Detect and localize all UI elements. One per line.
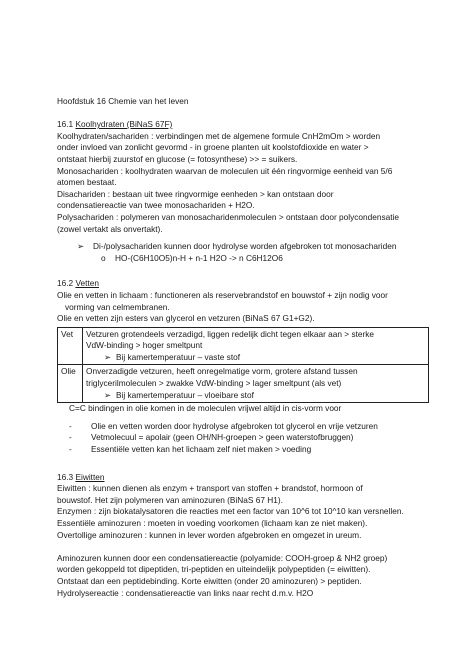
text-line: Polysachariden : polymeren van monosacharidenmoleculen > ontstaan door polycondensatie — [57, 211, 399, 222]
bullet-item — [57, 241, 429, 253]
cell-line: Onverzadigde vetzuren, heeft onregelmatige vorm, grotere afstand tussen — [86, 366, 358, 377]
text-line: Aminozuren kunnen door een condensatiereactie (polyamide: COOH-groep & NH2 groep) — [57, 552, 388, 563]
reaction-formula: HO-(C6H10O5)n-H + n-1 H2O -> n C6H12O6 — [115, 252, 283, 263]
section-number: 16.3 — [57, 471, 74, 482]
cell-line: Vetzuren grotendeels verzadigd, liggen redelijk dicht tegen elkaar aan > sterke — [86, 328, 375, 339]
text-line: Eiwitten : kunnen dienen als enzym + transport van stoffen + brandstof, hormoon of — [57, 483, 363, 494]
document-body — [57, 96, 429, 599]
text-line: Koolhydraten/sachariden : verbindingen met de algemene formule CnH2mOm > worden — [57, 130, 381, 141]
list-item — [57, 421, 429, 433]
table-row — [58, 327, 429, 365]
text-line: Enzymen : zijn biokatalysatoren die reacties met een factor van 10^6 tot 10^10 kan versnellen. — [57, 506, 404, 517]
arrow-bullet-icon: ➢ — [77, 241, 84, 252]
text-line: C=C bindingen in olie komen in de moleculen vrijwel altijd in cis-vorm voor — [69, 403, 342, 414]
section-title: Koolhydraten (BiNaS 67F) — [75, 119, 173, 130]
sub-bullet-item — [57, 253, 429, 265]
section-heading-vetten — [57, 278, 429, 290]
section-heading-eiwitten — [57, 472, 429, 484]
text-line: worden gekoppeld tot dipeptiden, tri-peptiden en uiteindelijk polypeptiden (= eiwitten). — [57, 564, 371, 575]
text-line: Olie en vetten in lichaam : functioneren als reservebrandstof en bouwstof + zijn nodig voor — [57, 289, 388, 300]
text-line: Hydrolysereactie : condensatiereactie van links naar recht d.m.v. H2O — [57, 587, 314, 598]
circle-bullet-icon: o — [101, 252, 106, 263]
cell-bullet-text: Bij kamertemperatuur – vloeibare stof — [116, 389, 254, 400]
text-line: ontstaat hierbij zuurstof en glucose (= fotosynthese) >> = suikers. — [57, 153, 298, 164]
text-line: Monosachariden : koolhydraten waarvan de moleculen uit één ringvormige eenheid van 5/6 — [57, 165, 393, 176]
cell-line: VdW-binding > hoger smeltpunt — [86, 340, 203, 351]
cell-line: triglycerilmoleculen > zwakke VdW-binding > lager smeltpunt (als vet) — [86, 378, 342, 389]
section-title: Eiwitten — [75, 471, 105, 482]
table-cell-text — [83, 365, 429, 403]
section-heading-koolhydraten — [57, 119, 429, 131]
table-cell-key: Olie — [58, 365, 83, 403]
chapter-title: Hoofdstuk 16 Chemie van het leven — [57, 96, 189, 106]
text-line: Overtollige aminozuren : kunnen in lever worden afgebroken en omgezet in ureum. — [57, 529, 362, 540]
text-line: onder invloed van zonlicht gevormd - in groene planten uit koolstofdioxide en water > — [57, 142, 369, 153]
text-line: Olie en vetten zijn esters van glycerol en vetzuren (BiNaS 67 G1+G2). — [57, 313, 315, 324]
text-line: condensatiereactie van twee monosachariden + H2O. — [57, 200, 255, 211]
list-item — [57, 444, 429, 456]
text-line: Essentiële aminozuren : moeten in voeding voorkomen (lichaam kan ze niet maken). — [57, 518, 368, 528]
section-title: Vetten — [75, 278, 99, 289]
dash-bullet: - — [69, 432, 72, 443]
table-cell-key: Vet — [58, 327, 83, 365]
text-line: Ontstaat dan een peptidebinding. Korte eiwitten (onder 20 aminozuren) > peptiden. — [57, 575, 362, 586]
bullet-text: Di-/polysachariden kunnen door hydrolyse worden afgebroken tot monosachariden — [93, 241, 397, 252]
dash-bullet: - — [69, 420, 72, 431]
text-line: bouwstof. Het zijn polymeren van aminozuren (BiNaS 67 H1). — [57, 494, 283, 505]
table-row — [58, 365, 429, 403]
text-line: vorming van celmembranen. — [65, 301, 170, 312]
cell-bullet-text: Bij kamertemperatuur – vaste stof — [116, 351, 241, 362]
text-line: (zowel vertakt als onvertakt). — [57, 223, 163, 234]
cell-bullet — [86, 390, 425, 402]
list-item-text: Olie en vetten worden door hydrolyse afgebroken tot glycerol en vrije vetzuren — [91, 420, 378, 431]
comparison-table — [57, 327, 429, 404]
section-number: 16.2 — [57, 278, 74, 289]
text-line: atomen bestaat. — [57, 177, 117, 188]
list-item — [57, 432, 429, 444]
list-item-text: Vetmolecuul = apolair (geen OH/NH-groepen > geen waterstofbruggen) — [91, 432, 354, 443]
arrow-bullet-icon: ➢ — [104, 389, 111, 400]
dash-bullet: - — [69, 444, 72, 455]
table-cell-text — [83, 327, 429, 365]
text-line: Disachariden : bestaan uit twee ringvormige eenheden > kan ontstaan door — [57, 188, 334, 199]
arrow-bullet-icon: ➢ — [104, 351, 111, 362]
section-number: 16.1 — [57, 119, 74, 130]
list-item-text: Essentiële vetten kan het lichaam zelf niet maken > voeding — [91, 444, 312, 455]
cell-bullet — [86, 352, 425, 364]
